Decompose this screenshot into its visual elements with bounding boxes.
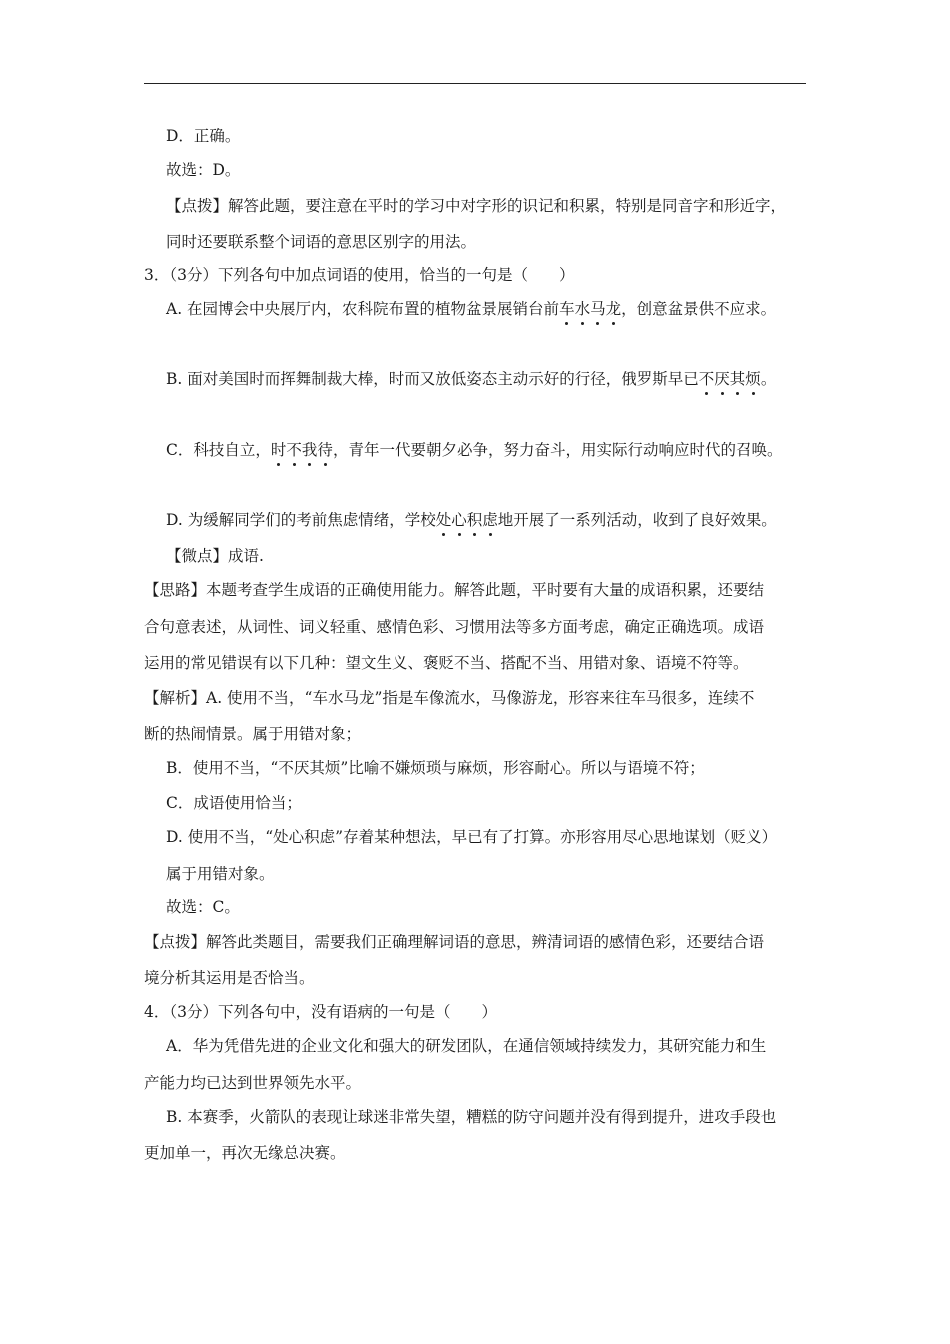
- analysis-line: 属于用错对象。: [166, 865, 275, 883]
- option-text: 地开展了一系列活动，收到了良好效果。: [497, 511, 777, 529]
- idea-line: 【思路】本题考查学生成语的正确使用能力。解答此题，平时要有大量的成语积累，还要结: [144, 581, 765, 599]
- option-text: ，青年一代要朝夕必争，努力奋斗，用实际行动响应时代的召唤。: [332, 441, 783, 459]
- dotted-char: 车: [559, 300, 575, 318]
- dotted-char: 厌: [714, 370, 730, 388]
- dotted-char: 其: [729, 370, 746, 388]
- question-4-option-a: 产能力均已达到世界领先水平。: [144, 1074, 362, 1092]
- analysis-line: C．成语使用恰当；: [166, 794, 302, 812]
- tip-line: 【点拨】解答此题，要注意在平时的学习中对字形的识记和积累，特别是同音字和形近字，: [166, 197, 787, 215]
- idea-line: 运用的常见错误有以下几种：望文生义、褒贬不当、搭配不当、用错对象、语境不符等。: [144, 654, 749, 672]
- question-3-option-b: [166, 369, 776, 389]
- dotted-char: 时: [270, 441, 287, 459]
- option-text: 。: [760, 370, 777, 388]
- question-4-option-b: B. 本赛季，火箭队的表现让球迷非常失望，糟糕的防守问题并没有得到提升，进攻手段也: [166, 1108, 777, 1126]
- dotted-char: 积: [466, 511, 483, 529]
- question-4-stem: 4．（3分）下列各句中，没有语病的一句是（ ）: [144, 1003, 497, 1021]
- question-3-option-c: [166, 440, 782, 460]
- tip-line: 同时还要联系整个词语的意思区别字的用法。: [166, 233, 477, 251]
- dotted-char: 不: [698, 370, 715, 388]
- analysis-line: 断的热闹情景。属于用错对象；: [144, 725, 362, 743]
- dotted-char: 龙: [605, 300, 622, 318]
- option-d-correct: D．正确。: [166, 127, 241, 145]
- analysis-line: 【解析】A. 使用不当，“车水马龙”指是车像流水，马像游龙，形容来往车马很多，连续不: [144, 689, 755, 707]
- point-line: 【微点】成语.: [166, 547, 264, 565]
- answer-line: 故选：C。: [166, 898, 240, 916]
- answer-line: 故选：D。: [166, 161, 241, 179]
- analysis-line: B．使用不当，“不厌其烦”比喻不嫌烦琐与麻烦，形容耐心。所以与语境不符；: [166, 759, 705, 777]
- dotted-char: 马: [590, 300, 606, 318]
- option-text: D. 为缓解同学们的考前焦虑情绪，学校: [166, 511, 436, 529]
- dotted-char: 待: [317, 441, 333, 459]
- option-text: B. 面对美国时而挥舞制裁大棒，时而又放低姿态主动示好的行径，俄罗斯早已: [166, 370, 699, 388]
- analysis-line: D. 使用不当，“处心积虑”存着某种想法，早已有了打算。亦形容用尽心思地谋划（贬义）: [166, 828, 778, 846]
- header-rule: [144, 83, 806, 84]
- idea-line: 合句意表述，从词性、词义轻重、感情色彩、习惯用法等多方面考虑，确定正确选项。成语: [144, 618, 765, 636]
- dotted-char: 烦: [745, 370, 761, 388]
- tip-line: 【点拨】解答此类题目，需要我们正确理解词语的意思，辨清词语的感情色彩，还要结合语: [144, 933, 765, 951]
- question-3-stem: 3．（3分）下列各句中加点词语的使用，恰当的一句是（ ）: [144, 266, 575, 284]
- question-3-option-a: [166, 299, 776, 319]
- option-text: A. 在园博会中央展厅内，农科院布置的植物盆景展销台前: [166, 300, 560, 318]
- question-4-option-a: A．华为凭借先进的企业文化和强大的研发团队，在通信领域持续发力，其研究能力和生: [166, 1037, 767, 1055]
- question-3-option-d: [166, 510, 777, 530]
- tip-line: 境分析其运用是否恰当。: [144, 969, 315, 987]
- dotted-char: 处: [435, 511, 452, 529]
- dotted-char: 虑: [482, 511, 498, 529]
- dotted-char: 我: [301, 441, 318, 459]
- option-text: ，创意盆景供不应求。: [621, 300, 777, 318]
- dotted-char: 不: [286, 441, 302, 459]
- dotted-char: 心: [451, 511, 467, 529]
- question-4-option-b: 更加单一，再次无缘总决赛。: [144, 1144, 346, 1162]
- option-text: C．科技自立，: [166, 441, 271, 459]
- dotted-char: 水: [574, 300, 591, 318]
